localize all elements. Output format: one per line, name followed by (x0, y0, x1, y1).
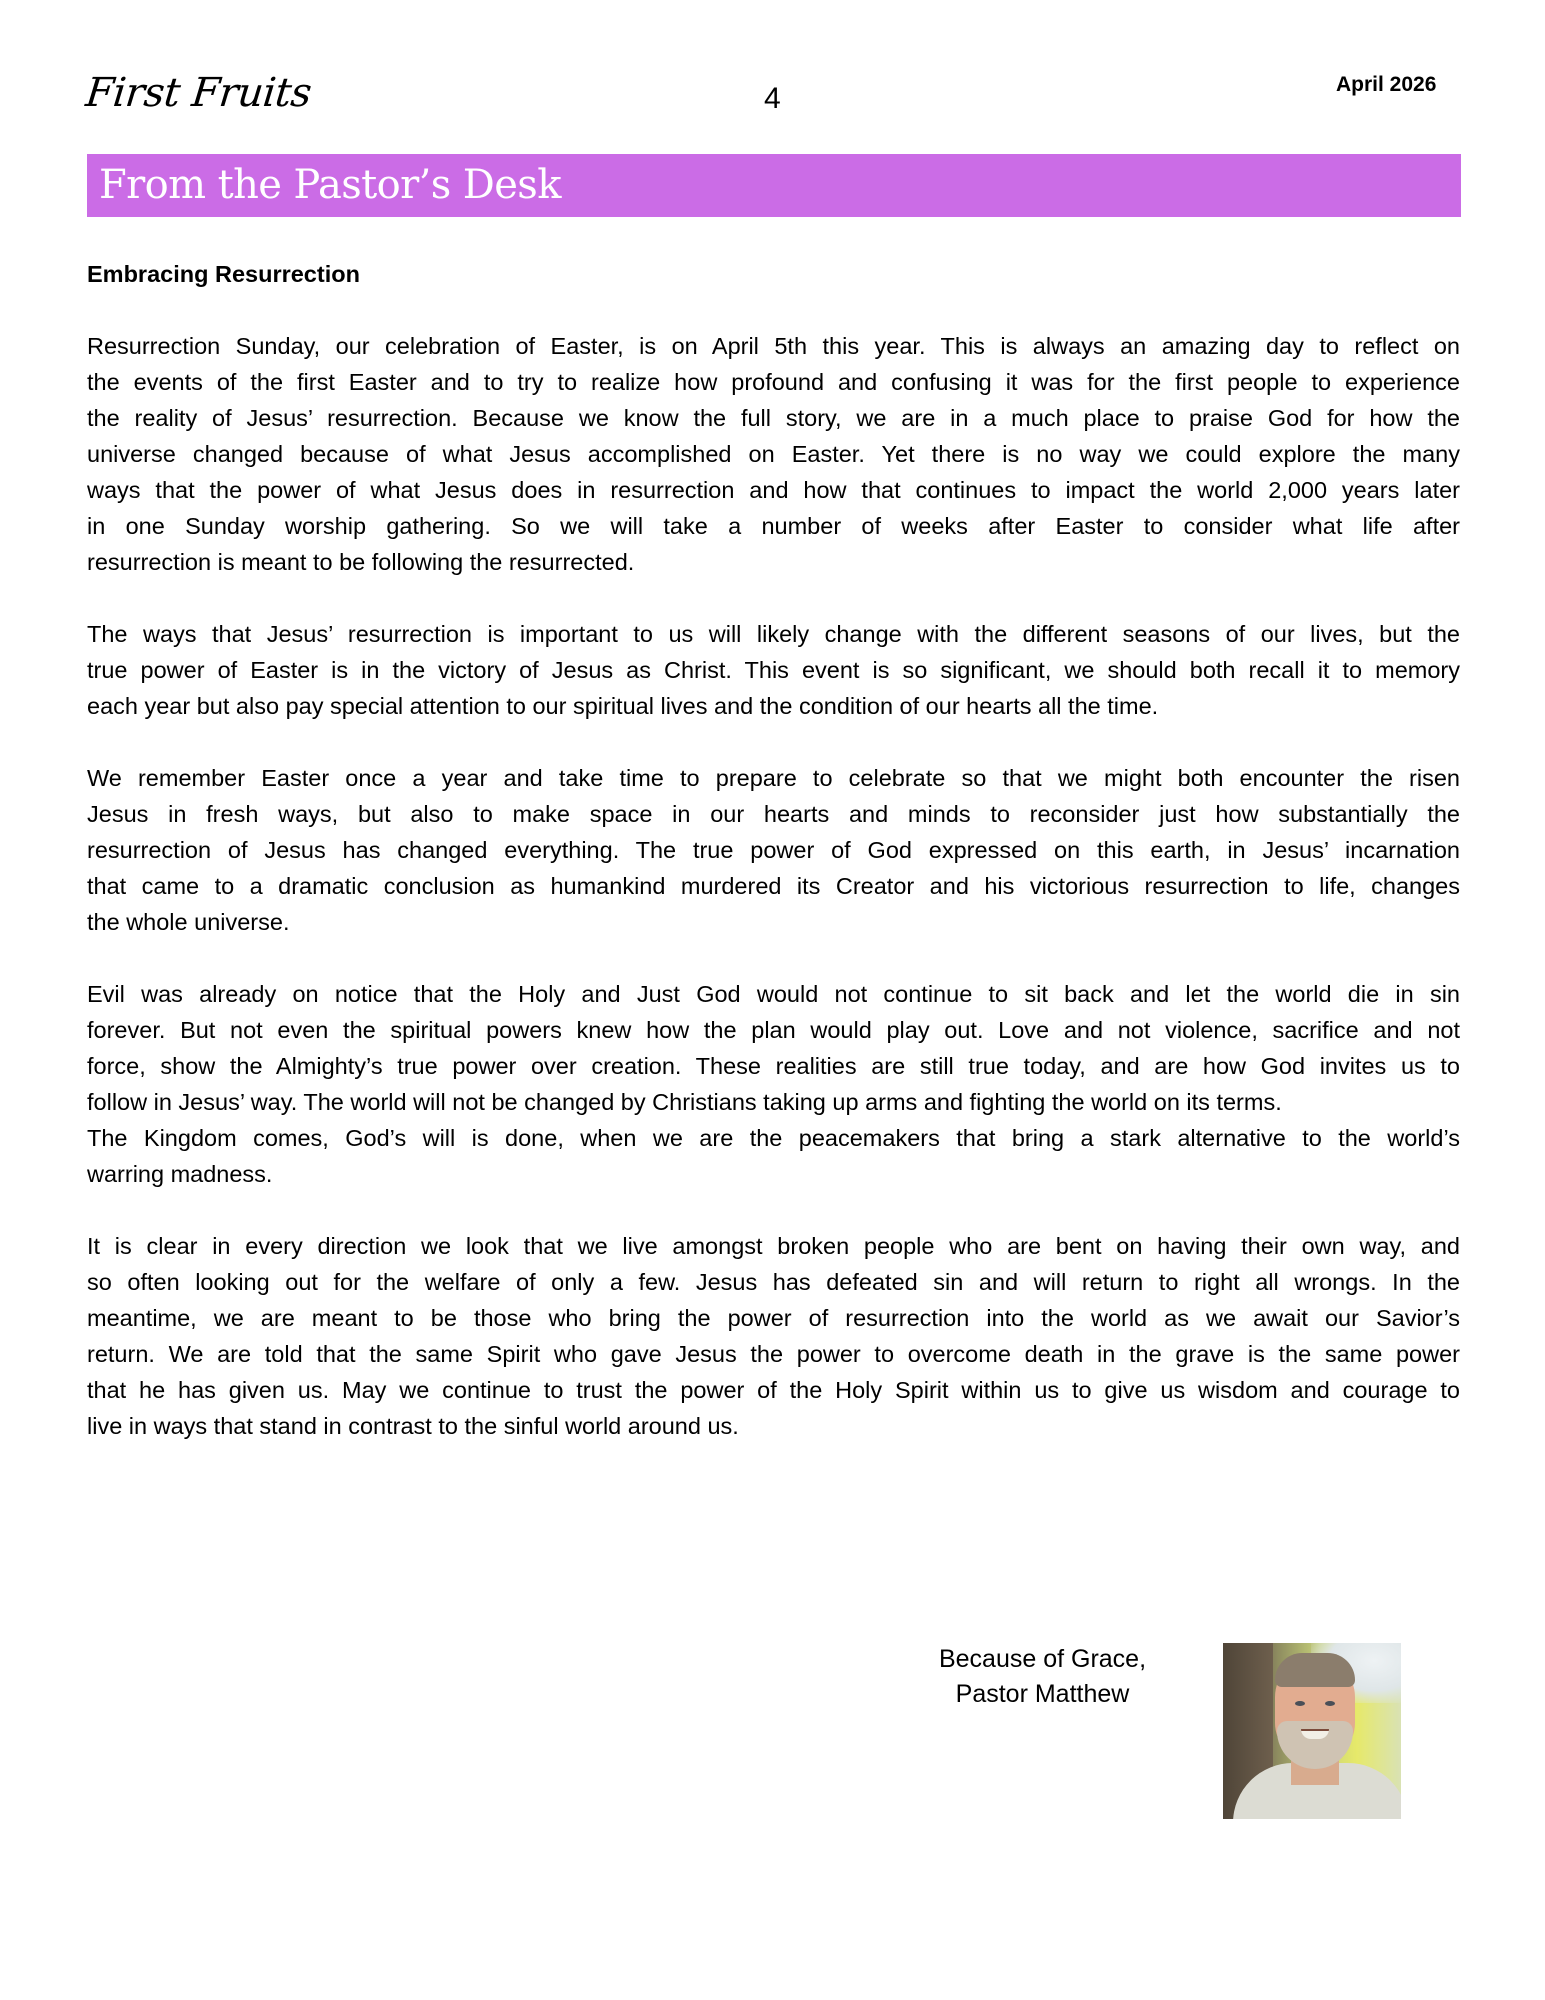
paragraph-line: warring madness. (87, 1161, 273, 1187)
article (87, 256, 1460, 1480)
paragraph-line: resurrection of Jesus has changed everything. The true power of God expressed on this earth, in Jesus’ incarnation (87, 837, 1460, 863)
paragraph-line: return. We are told that the same Spirit who gave Jesus the power to overcome death in the grave is the same power (87, 1341, 1460, 1367)
pastor-photo (1223, 1643, 1401, 1819)
section-banner (87, 154, 1461, 217)
paragraph-line: resurrection is meant to be following the resurrected. (87, 549, 635, 575)
paragraph-line: live in ways that stand in contrast to the sinful world around us. (87, 1413, 739, 1439)
paragraph-line: The ways that Jesus’ resurrection is important to us will likely change with the different seasons of our lives, but the (87, 621, 1460, 647)
paragraph-line: that came to a dramatic conclusion as humankind murdered its Creator and his victorious resurrection to life, changes (87, 873, 1460, 899)
section-title: From the Pastor’s Desk (99, 162, 561, 208)
article-paragraph-1 (87, 328, 1460, 580)
paragraph-line: the events of the first Easter and to try to realize how profound and confusing it was for the first people to experience (87, 369, 1460, 395)
paragraph-line: Jesus in fresh ways, but also to make space in our hearts and minds to reconsider just how substantially the (87, 801, 1460, 827)
photo-eye (1295, 1701, 1305, 1706)
paragraph-line: Resurrection Sunday, our celebration of Easter, is on April 5th this year. This is always an amazing day to reflect on (87, 333, 1460, 359)
paragraph-line: We remember Easter once a year and take time to prepare to celebrate so that we might both encounter the risen (87, 765, 1460, 791)
paragraph-line: each year but also pay special attention to our spiritual lives and the condition of our hearts all the time. (87, 693, 1159, 719)
paragraph-line: ways that the power of what Jesus does in resurrection and how that continues to impact the world 2,000 years later (87, 477, 1460, 503)
paragraph-line: in one Sunday worship gathering. So we will take a number of weeks after Easter to consider what life after (87, 513, 1460, 539)
article-paragraph-2 (87, 616, 1460, 724)
paragraph-line: that he has given us. May we continue to trust the power of the Holy Spirit within us to give us wisdom and courage to (87, 1377, 1460, 1403)
signature-name: Pastor Matthew (955, 1680, 1130, 1708)
paragraph-line: so often looking out for the welfare of only a few. Jesus has defeated sin and will return to right all wrongs. In the (87, 1269, 1460, 1295)
paragraph-line: universe changed because of what Jesus accomplished on Easter. Yet there is no way we could explore the many (87, 441, 1460, 467)
paragraph-line: forever. But not even the spiritual powers knew how the plan would play out. Love and not violence, sacrifice and not (87, 1017, 1460, 1043)
paragraph-line: meantime, we are meant to be those who bring the power of resurrection into the world as we await our Savior’s (87, 1305, 1460, 1331)
paragraph-line: force, show the Almighty’s true power over creation. These realities are still true today, and are how God invites us to (87, 1053, 1460, 1079)
article-heading: Embracing Resurrection (87, 261, 360, 287)
paragraph-line: the whole universe. (87, 909, 290, 935)
photo-eye (1325, 1701, 1335, 1706)
article-paragraph-5 (87, 1228, 1460, 1444)
signature-closing: Because of Grace, (938, 1645, 1147, 1673)
paragraph-line: true power of Easter is in the victory of Jesus as Christ. This event is so significant, we should both recall it to memory (87, 657, 1460, 683)
paragraph-line: the reality of Jesus’ resurrection. Because we know the full story, we are in a much place to praise God for how the (87, 405, 1460, 431)
article-paragraph-4 (87, 976, 1460, 1192)
photo-hair (1275, 1653, 1355, 1687)
paragraph-line: The Kingdom comes, God’s will is done, when we are the peacemakers that bring a stark alternative to the world’s (87, 1125, 1460, 1151)
paragraph-line: It is clear in every direction we look that we live amongst broken people who are bent on having their own way, and (87, 1233, 1460, 1259)
issue-date: April 2026 (1336, 73, 1437, 96)
publication-title: First Fruits (83, 70, 314, 116)
paragraph-line: Evil was already on notice that the Holy and Just God would not continue to sit back and let the world die in sin (87, 981, 1460, 1007)
page-number: 4 (764, 82, 781, 115)
article-paragraph-3 (87, 760, 1460, 940)
signature (900, 1642, 1185, 1712)
paragraph-line: follow in Jesus’ way. The world will not be changed by Christians taking up arms and fighting the world on its terms. (87, 1089, 1282, 1115)
